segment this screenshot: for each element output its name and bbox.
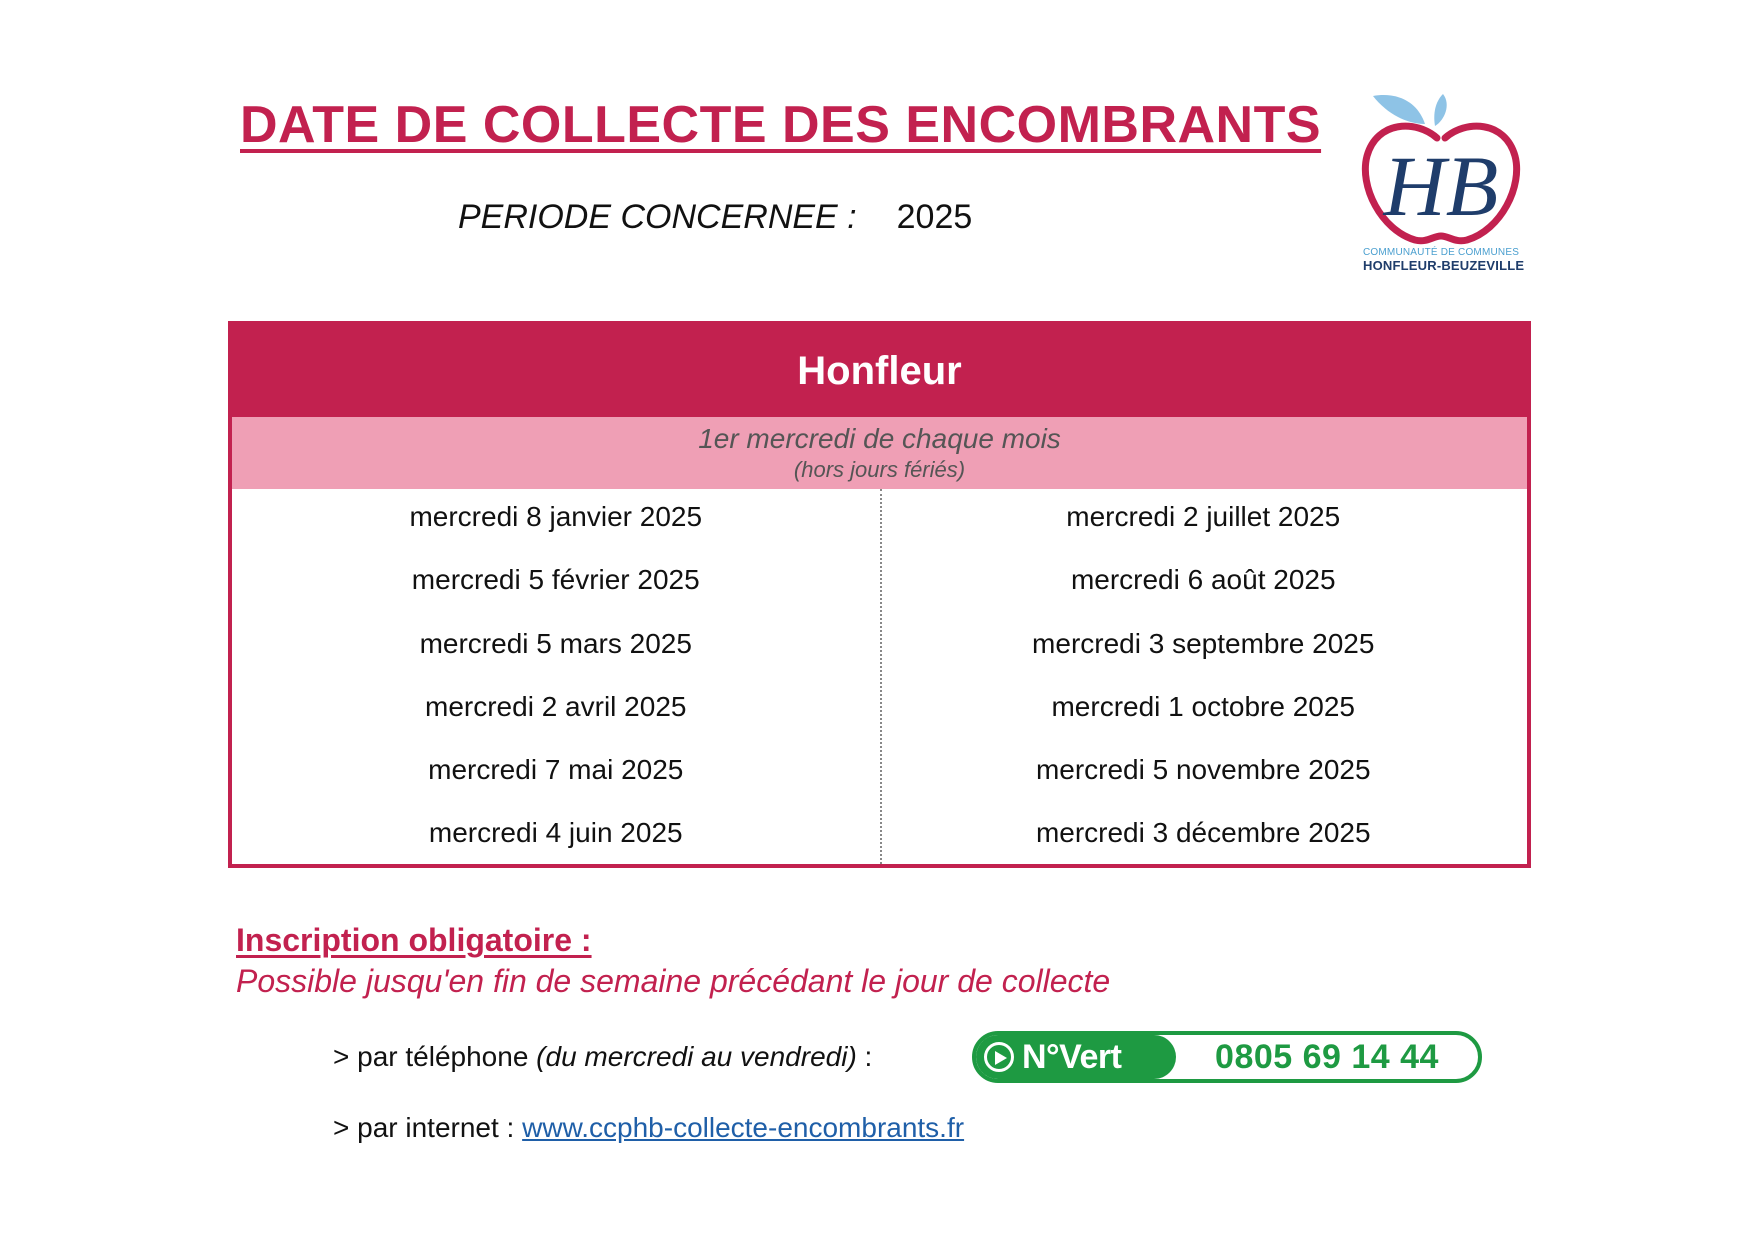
collection-date: mercredi 8 janvier 2025 — [409, 501, 703, 532]
web-prefix: > par internet : — [333, 1112, 515, 1143]
collection-date: mercredi 3 septembre 2025 — [1032, 627, 1375, 659]
phone-number[interactable]: 0805 69 14 44 — [1215, 1037, 1439, 1076]
frequency-text: 1er mercredi de chaque mois — [698, 423, 1061, 454]
period-value: 2025 — [896, 198, 973, 236]
play-icon — [984, 1042, 1014, 1072]
logo-line2: HONFLEUR-BEUZEVILLE — [1363, 258, 1525, 273]
numero-vert-label: N°Vert — [1022, 1037, 1122, 1076]
collection-date: mercredi 4 juin 2025 — [428, 817, 683, 849]
collection-date: mercredi 2 avril 2025 — [425, 690, 687, 722]
numero-vert-badge[interactable] — [972, 1031, 1482, 1083]
schedule-card — [228, 321, 1531, 868]
collection-date: mercredi 1 octobre 2025 — [1051, 690, 1355, 722]
collection-date: mercredi 7 mai 2025 — [428, 754, 684, 786]
numero-vert-label-block — [976, 1035, 1176, 1079]
collection-date: mercredi 5 mars 2025 — [419, 627, 692, 659]
page-title: DATE DE COLLECTE DES ENCOMBRANTS — [240, 96, 1322, 154]
logo-line1: COMMUNAUTÉ DE COMMUNES — [1363, 247, 1520, 258]
collection-date: mercredi 3 décembre 2025 — [1035, 817, 1371, 849]
apple-logo-icon — [1355, 90, 1530, 250]
period-label: PERIODE CONCERNEE : — [458, 198, 857, 236]
frequency-band — [232, 417, 1527, 489]
collection-date: mercredi 6 août 2025 — [1070, 564, 1336, 596]
column-divider — [880, 489, 882, 864]
phone-colon: : — [864, 1041, 873, 1072]
registration-subtext: Possible jusqu'en fin de semaine précédant le jour de collecte — [236, 963, 1111, 999]
registration-heading: Inscription obligatoire : — [236, 922, 592, 958]
city-header: Honfleur — [232, 325, 1527, 417]
collection-date: mercredi 5 novembre 2025 — [1035, 754, 1371, 786]
phone-line — [333, 1041, 872, 1073]
phone-hours: (du mercredi au vendredi) — [536, 1041, 857, 1072]
dates-column-left — [232, 489, 880, 864]
svg-text:HB: HB — [1383, 138, 1499, 234]
ccphb-logo — [1355, 90, 1530, 275]
collection-date: mercredi 5 février 2025 — [411, 564, 700, 596]
frequency-note: (hors jours fériés) — [793, 457, 966, 482]
dates-grid — [232, 489, 1527, 864]
dates-column-right — [880, 489, 1528, 864]
collection-date: mercredi 2 juillet 2025 — [1066, 501, 1341, 532]
period-line — [458, 198, 972, 237]
website-link[interactable]: www.ccphb-collecte-encombrants.fr — [522, 1112, 965, 1143]
web-line — [333, 1112, 964, 1144]
phone-prefix: > par téléphone — [333, 1041, 529, 1072]
